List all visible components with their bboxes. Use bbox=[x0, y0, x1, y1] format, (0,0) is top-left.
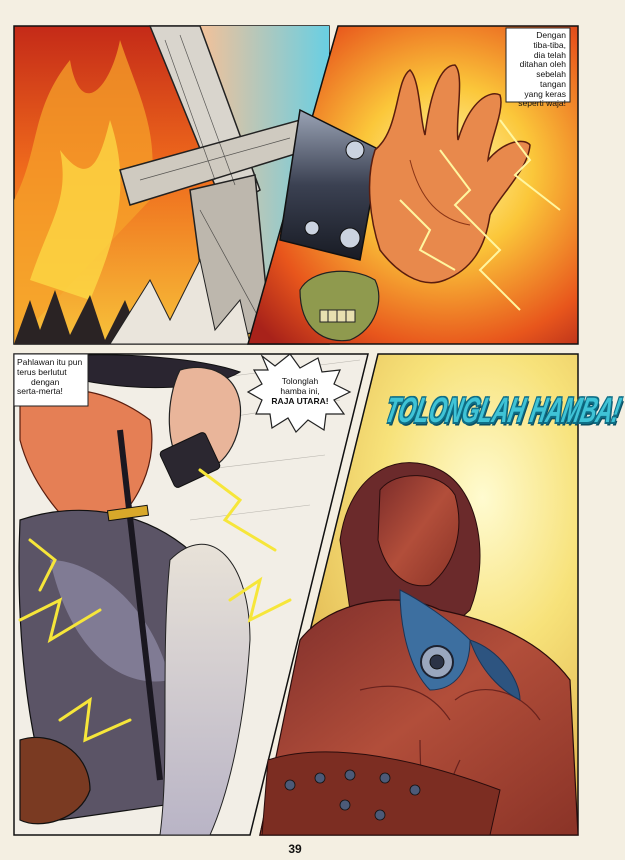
caption-line: Pahlawan itu pun bbox=[17, 357, 83, 367]
caption-kneel bbox=[14, 354, 88, 406]
speech-line: hamba ini, bbox=[280, 386, 320, 397]
caption-line: sebelah tangan bbox=[536, 69, 566, 89]
speech-line: Tolonglah bbox=[281, 376, 319, 386]
caption-line: dengan bbox=[31, 376, 60, 387]
caption-line: terus berlutut bbox=[17, 366, 67, 377]
caption-line: seperti waja! bbox=[518, 98, 566, 109]
caption-line: ditahan oleh bbox=[519, 59, 566, 70]
shout-text: TOLONGLAH HAMBA! bbox=[381, 390, 625, 431]
speech-balloon bbox=[256, 376, 344, 407]
speech-name: RAJA UTARA! bbox=[271, 396, 329, 407]
caption-line: tiba-tiba, bbox=[533, 39, 566, 50]
caption-line: dia telah bbox=[533, 49, 566, 60]
caption-grabbed bbox=[506, 28, 570, 109]
page-number: 39 bbox=[288, 842, 302, 856]
caption-line: Dengan bbox=[536, 30, 566, 40]
caption-line: yang keras bbox=[524, 88, 566, 99]
caption-line: serta-merta! bbox=[17, 386, 63, 397]
